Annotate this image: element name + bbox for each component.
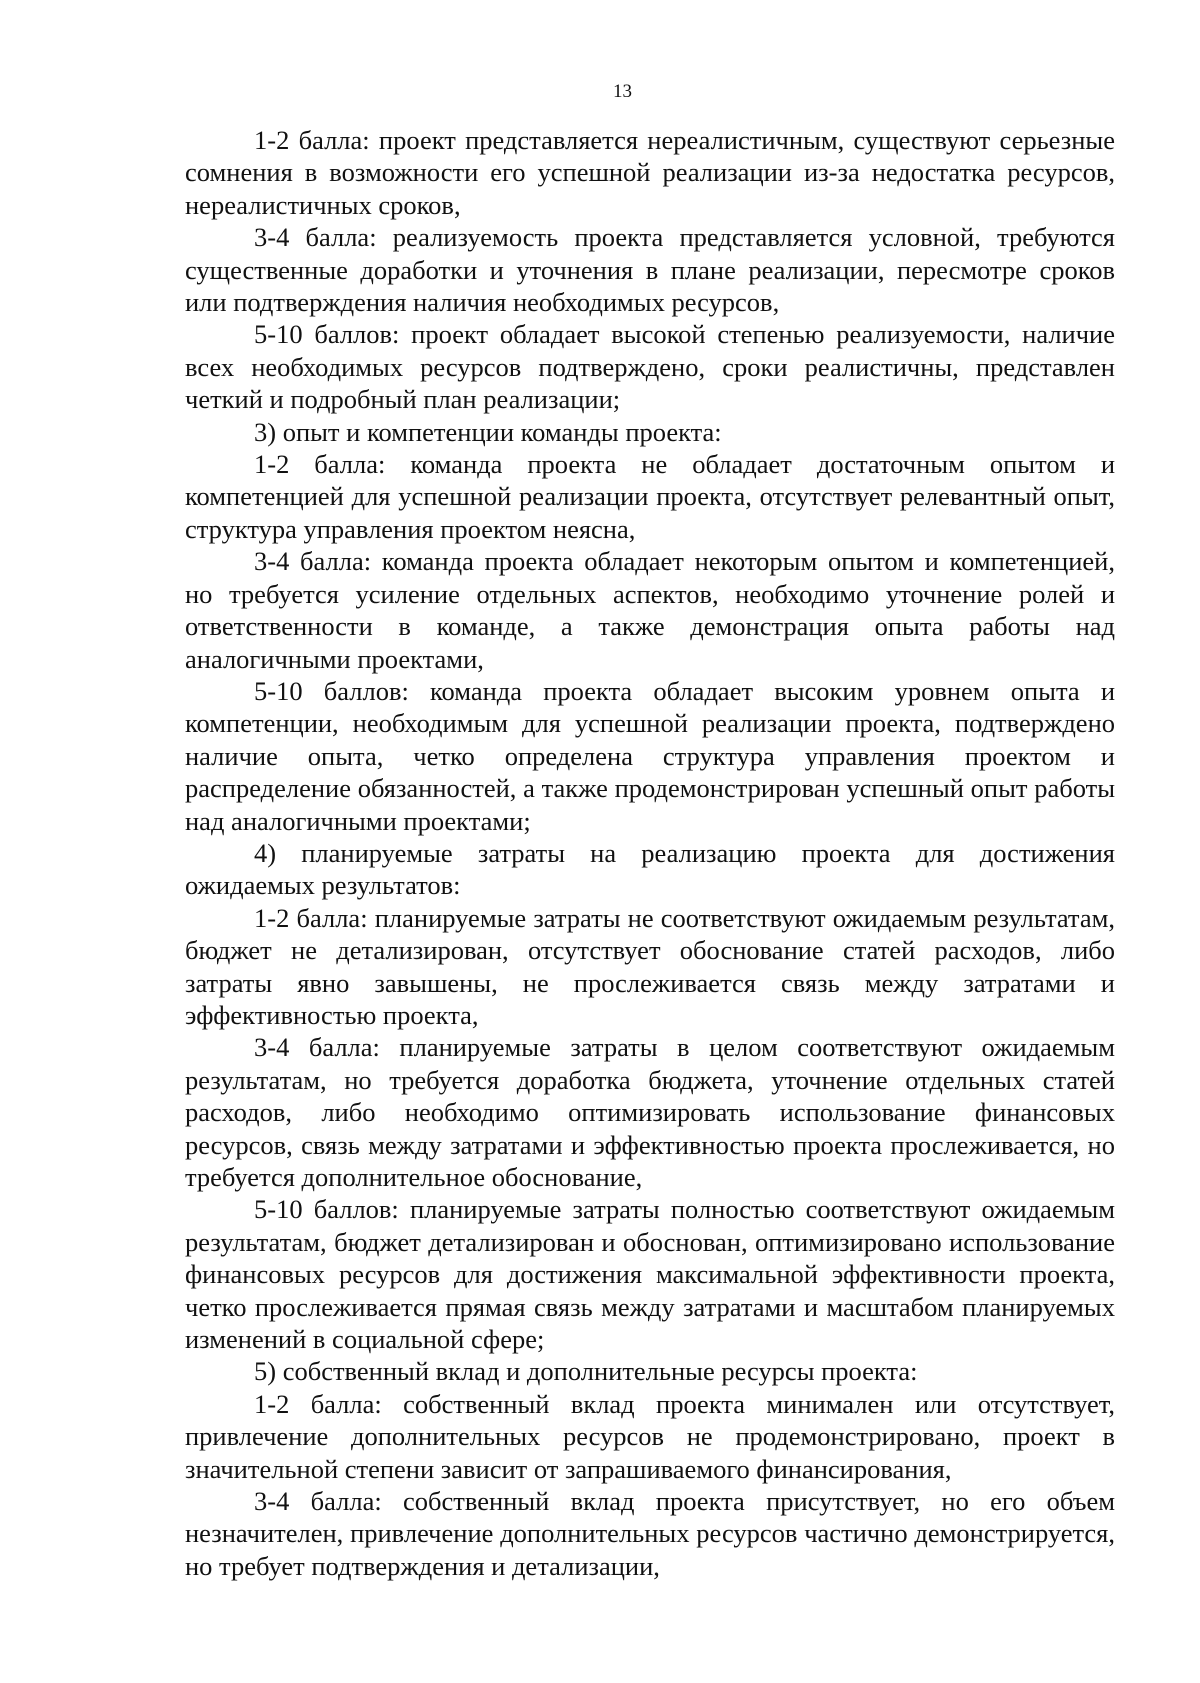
paragraph: 5-10 баллов: команда проекта обладает высоким уровнем опыта и компетенции, необходимым для успешной реализации проекта, подтверждено наличие опыта, четко определена структура управления проектом и распределение обязанностей, а также продемонстрирован успешный опыт работы над аналогичными проектами; xyxy=(185,675,1115,836)
paragraph: 3-4 балла: команда проекта обладает некоторым опытом и компетенцией, но требуется усиление отдельных аспектов, необходимо уточнение ролей и ответственности в команде, а также демонстрация опыта работы над аналогичными проектами, xyxy=(185,546,1115,674)
section-heading: 4) планируемые затраты на реализацию проекта для достижения ожидаемых результатов: xyxy=(185,837,1115,901)
section-heading: 5) собственный вклад и дополнительные ресурсы проекта: xyxy=(254,1356,918,1387)
paragraph: 5-10 баллов: проект обладает высокой степенью реализуемости, наличие всех необходимых ресурсов подтверждено, сроки реалистичны, представлен четкий и подробный план реализации; xyxy=(185,319,1115,415)
paragraph: 3-4 балла: собственный вклад проекта присутствует, но его объем незначителен, привлечение дополнительных ресурсов частично демонстрируется, но требует подтверждения и детализации, xyxy=(185,1486,1115,1581)
paragraph: 5-10 баллов: планируемые затраты полностью соответствуют ожидаемым результатам, бюджет детализирован и обоснован, оптимизировано использование финансовых ресурсов для достижения максимальной эффективности проекта, четко прослеживается прямая связь между затратами и масштабом планируемых изменений в социальной сфере; xyxy=(185,1194,1115,1355)
paragraph: 1-2 балла: планируемые затраты не соответствуют ожидаемым результатам, бюджет не детализирован, отсутствует обоснование статей расходов, либо затраты явно завышены, не прослеживается связь между затратами и эффективностью проекта, xyxy=(185,902,1115,1030)
paragraph: 3-4 балла: планируемые затраты в целом соответствуют ожидаемым результатам, но требуется доработка бюджета, уточнение отдельных статей расходов, либо необходимо оптимизировать использование финансовых ресурсов, связь между затратами и эффективностью проекта прослеживается, но требуется дополнительное обоснование, xyxy=(185,1032,1115,1192)
paragraph: 1-2 балла: проект представляется нереалистичным, существуют серьезные сомнения в возможности его успешной реализации из-за недостатка ресурсов, нереалистичных сроков, xyxy=(185,125,1115,220)
paragraph: 3-4 балла: реализуемость проекта представляется условной, требуются существенные доработки и уточнения в плане реализации, пересмотре сроков или подтверждения наличия необходимых ресурсов, xyxy=(185,222,1115,318)
paragraph: 1-2 балла: собственный вклад проекта минимален или отсутствует, привлечение дополнительных ресурсов не продемонстрировано, проект в значительной степени зависит от запрашиваемого финансирования, xyxy=(185,1388,1115,1484)
document-body xyxy=(185,124,1115,1582)
section-heading: 3) опыт и компетенции команды проекта: xyxy=(254,416,722,447)
paragraph: 1-2 балла: команда проекта не обладает достаточным опытом и компетенцией для успешной реализации проекта, отсутствует релевантный опыт, структура управления проектом неясна, xyxy=(185,449,1115,544)
page-number: 13 xyxy=(613,81,632,102)
